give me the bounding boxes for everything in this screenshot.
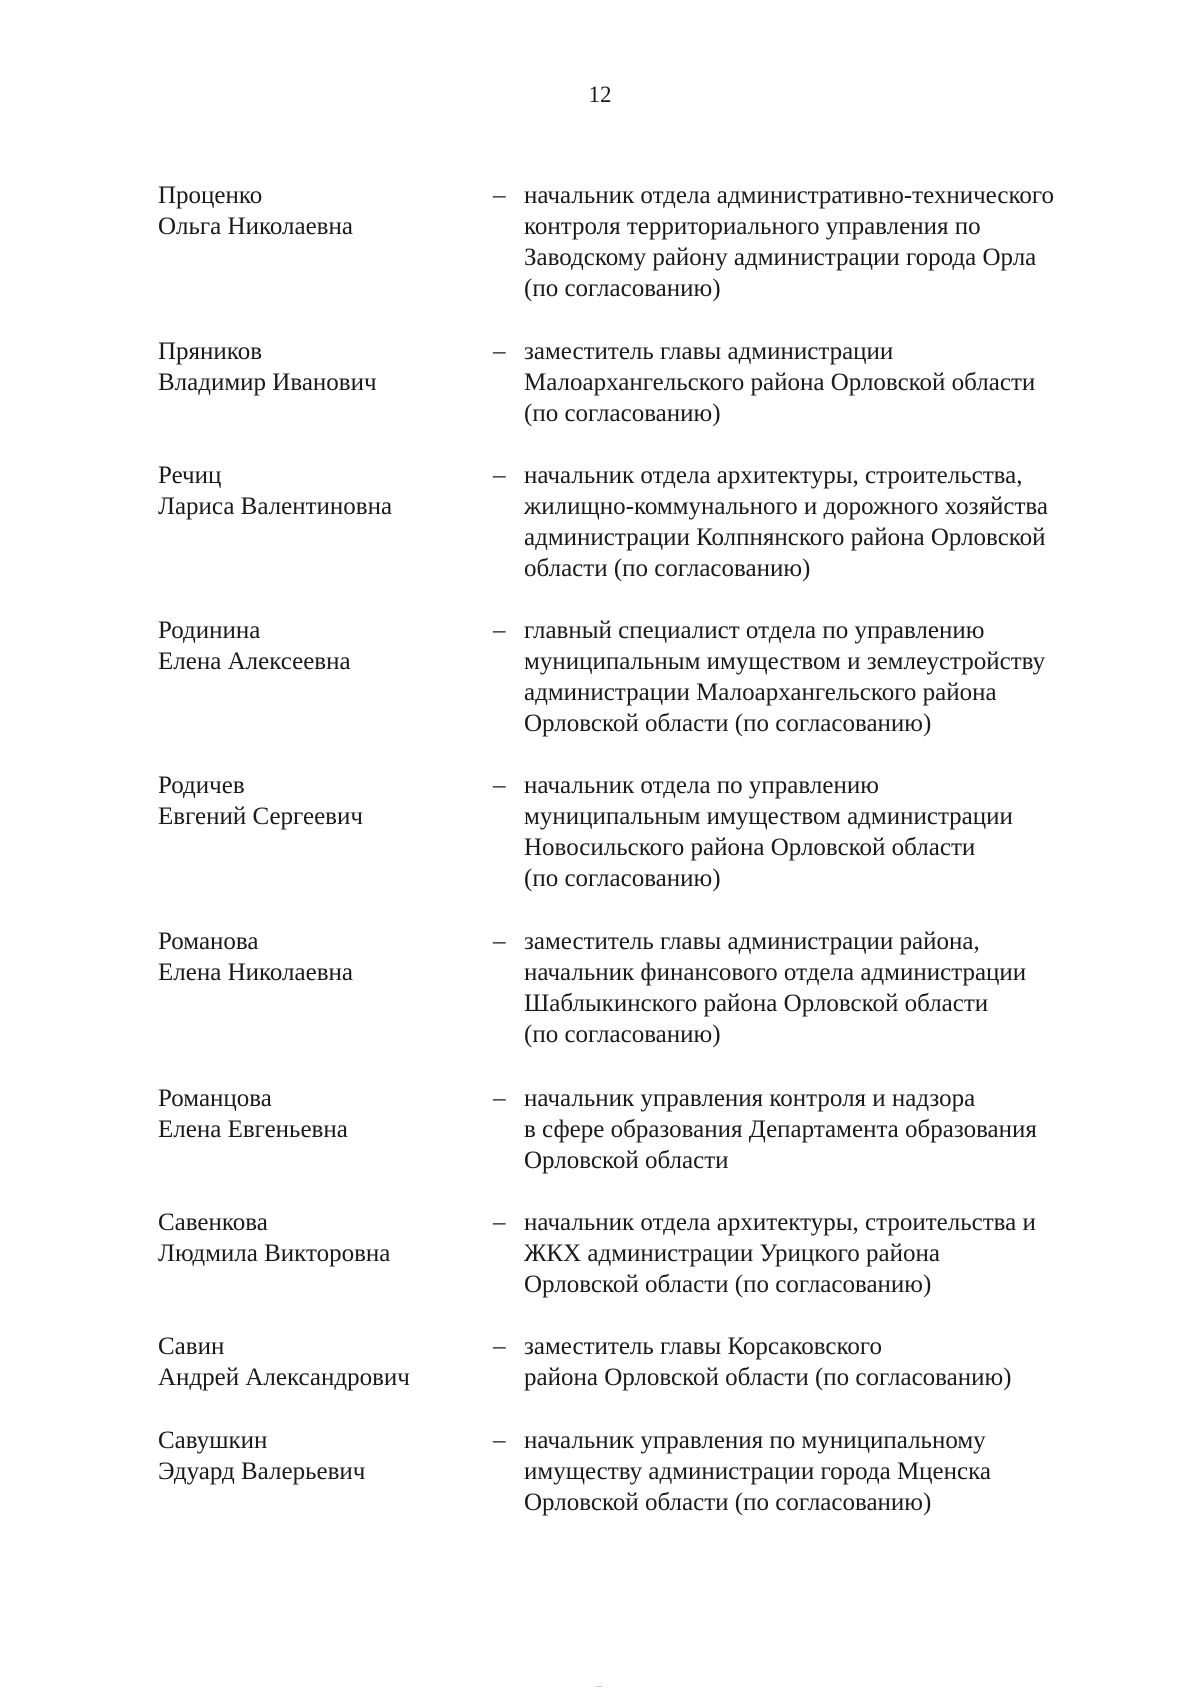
- description-line: начальник отдела по управлению: [524, 772, 879, 799]
- description-line: начальник отдела архитектуры, строительства,: [524, 462, 1023, 489]
- position-description: [524, 1207, 1114, 1300]
- description-line: Орловской области (по согласованию): [524, 710, 932, 737]
- given-names: Елена Алексеевна: [158, 648, 351, 675]
- description-line: контроля территориального управления по: [524, 213, 981, 240]
- description-line: начальник финансового отдела администрации: [524, 959, 1027, 986]
- person-name: [158, 1207, 478, 1269]
- description-line: (по согласованию): [524, 1021, 721, 1048]
- person-name: [158, 926, 478, 988]
- description-line: в сфере образования Департамента образования: [524, 1116, 1037, 1143]
- surname: Проценко: [158, 182, 263, 209]
- description-line: (по согласованию): [524, 275, 721, 302]
- description-line: начальник управления контроля и надзора: [524, 1085, 976, 1112]
- dash: –: [493, 928, 506, 955]
- surname: Родичев: [158, 772, 245, 799]
- given-names: Елена Евгеньевна: [158, 1116, 348, 1143]
- description-line: Шаблыкинского района Орловской области: [524, 990, 989, 1017]
- given-names: Евгений Сергеевич: [158, 803, 363, 830]
- description-line: начальник управления по муниципальному: [524, 1427, 986, 1454]
- position-description: [524, 615, 1114, 739]
- person-name: [158, 460, 478, 522]
- surname: Романцова: [158, 1085, 272, 1112]
- given-names: Ольга Николаевна: [158, 213, 353, 240]
- surname: Савушкин: [158, 1427, 268, 1454]
- description-line: Орловской области (по согласованию): [524, 1489, 932, 1516]
- description-line: начальник отдела архитектуры, строительства и: [524, 1209, 1036, 1236]
- surname: Речиц: [158, 462, 222, 489]
- given-names: Эдуард Валерьевич: [158, 1458, 366, 1485]
- person-name: [158, 1425, 478, 1487]
- given-names: Елена Николаевна: [158, 959, 353, 986]
- position-description: [524, 180, 1114, 304]
- dash: –: [493, 462, 506, 489]
- description-line: (по согласованию): [524, 400, 721, 427]
- person-name: [158, 180, 478, 242]
- surname: Пряников: [158, 338, 262, 365]
- surname: Романова: [158, 928, 259, 955]
- dash: –: [493, 617, 506, 644]
- dash: –: [493, 338, 506, 365]
- description-line: (по согласованию): [524, 865, 721, 892]
- description-line: муниципальным имуществом администрации: [524, 803, 1013, 830]
- scan-artifact-mark: [596, 1686, 602, 1687]
- surname: Савин: [158, 1333, 225, 1360]
- surname: Родинина: [158, 617, 261, 644]
- person-name: [158, 1083, 478, 1145]
- description-line: главный специалист отдела по управлению: [524, 617, 985, 644]
- person-name: [158, 615, 478, 677]
- position-description: [524, 336, 1114, 429]
- given-names: Лариса Валентиновна: [158, 493, 393, 520]
- description-line: жилищно-коммунального и дорожного хозяйства: [524, 493, 1048, 520]
- position-description: [524, 1425, 1114, 1518]
- description-line: Орловской области (по согласованию): [524, 1271, 932, 1298]
- description-line: администрации Колпнянского района Орловской: [524, 524, 1046, 551]
- given-names: Людмила Викторовна: [158, 1240, 391, 1267]
- description-line: Малоархангельского района Орловской области: [524, 369, 1036, 396]
- description-line: ЖКХ администрации Урицкого района: [524, 1240, 940, 1267]
- person-name: [158, 770, 478, 832]
- dash: –: [493, 1427, 506, 1454]
- description-line: района Орловской области (по согласованию): [524, 1364, 1012, 1391]
- dash: –: [493, 772, 506, 799]
- description-line: заместитель главы Корсаковского: [524, 1333, 883, 1360]
- dash: –: [493, 1209, 506, 1236]
- description-line: области (по согласованию): [524, 555, 811, 582]
- dash: –: [493, 1085, 506, 1112]
- position-description: [524, 460, 1114, 584]
- description-line: имуществу администрации города Мценска: [524, 1458, 991, 1485]
- surname: Савенкова: [158, 1209, 268, 1236]
- description-line: администрации Малоархангельского района: [524, 679, 997, 706]
- description-line: Орловской области: [524, 1147, 729, 1174]
- description-line: Заводскому району администрации города Орла: [524, 244, 1037, 271]
- description-line: Новосильского района Орловской области: [524, 834, 976, 861]
- given-names: Владимир Иванович: [158, 369, 377, 396]
- position-description: [524, 770, 1114, 894]
- person-name: [158, 336, 478, 398]
- page-number: 12: [588, 82, 612, 107]
- position-description: [524, 1083, 1114, 1176]
- description-line: заместитель главы администрации района,: [524, 928, 980, 955]
- description-line: муниципальным имуществом и землеустройству: [524, 648, 1046, 675]
- dash: –: [493, 182, 506, 209]
- description-line: начальник отдела административно-технического: [524, 182, 1055, 209]
- person-name: [158, 1331, 478, 1393]
- description-line: заместитель главы администрации: [524, 338, 894, 365]
- position-description: [524, 1331, 1114, 1393]
- given-names: Андрей Александрович: [158, 1364, 410, 1391]
- position-description: [524, 926, 1114, 1050]
- dash: –: [493, 1333, 506, 1360]
